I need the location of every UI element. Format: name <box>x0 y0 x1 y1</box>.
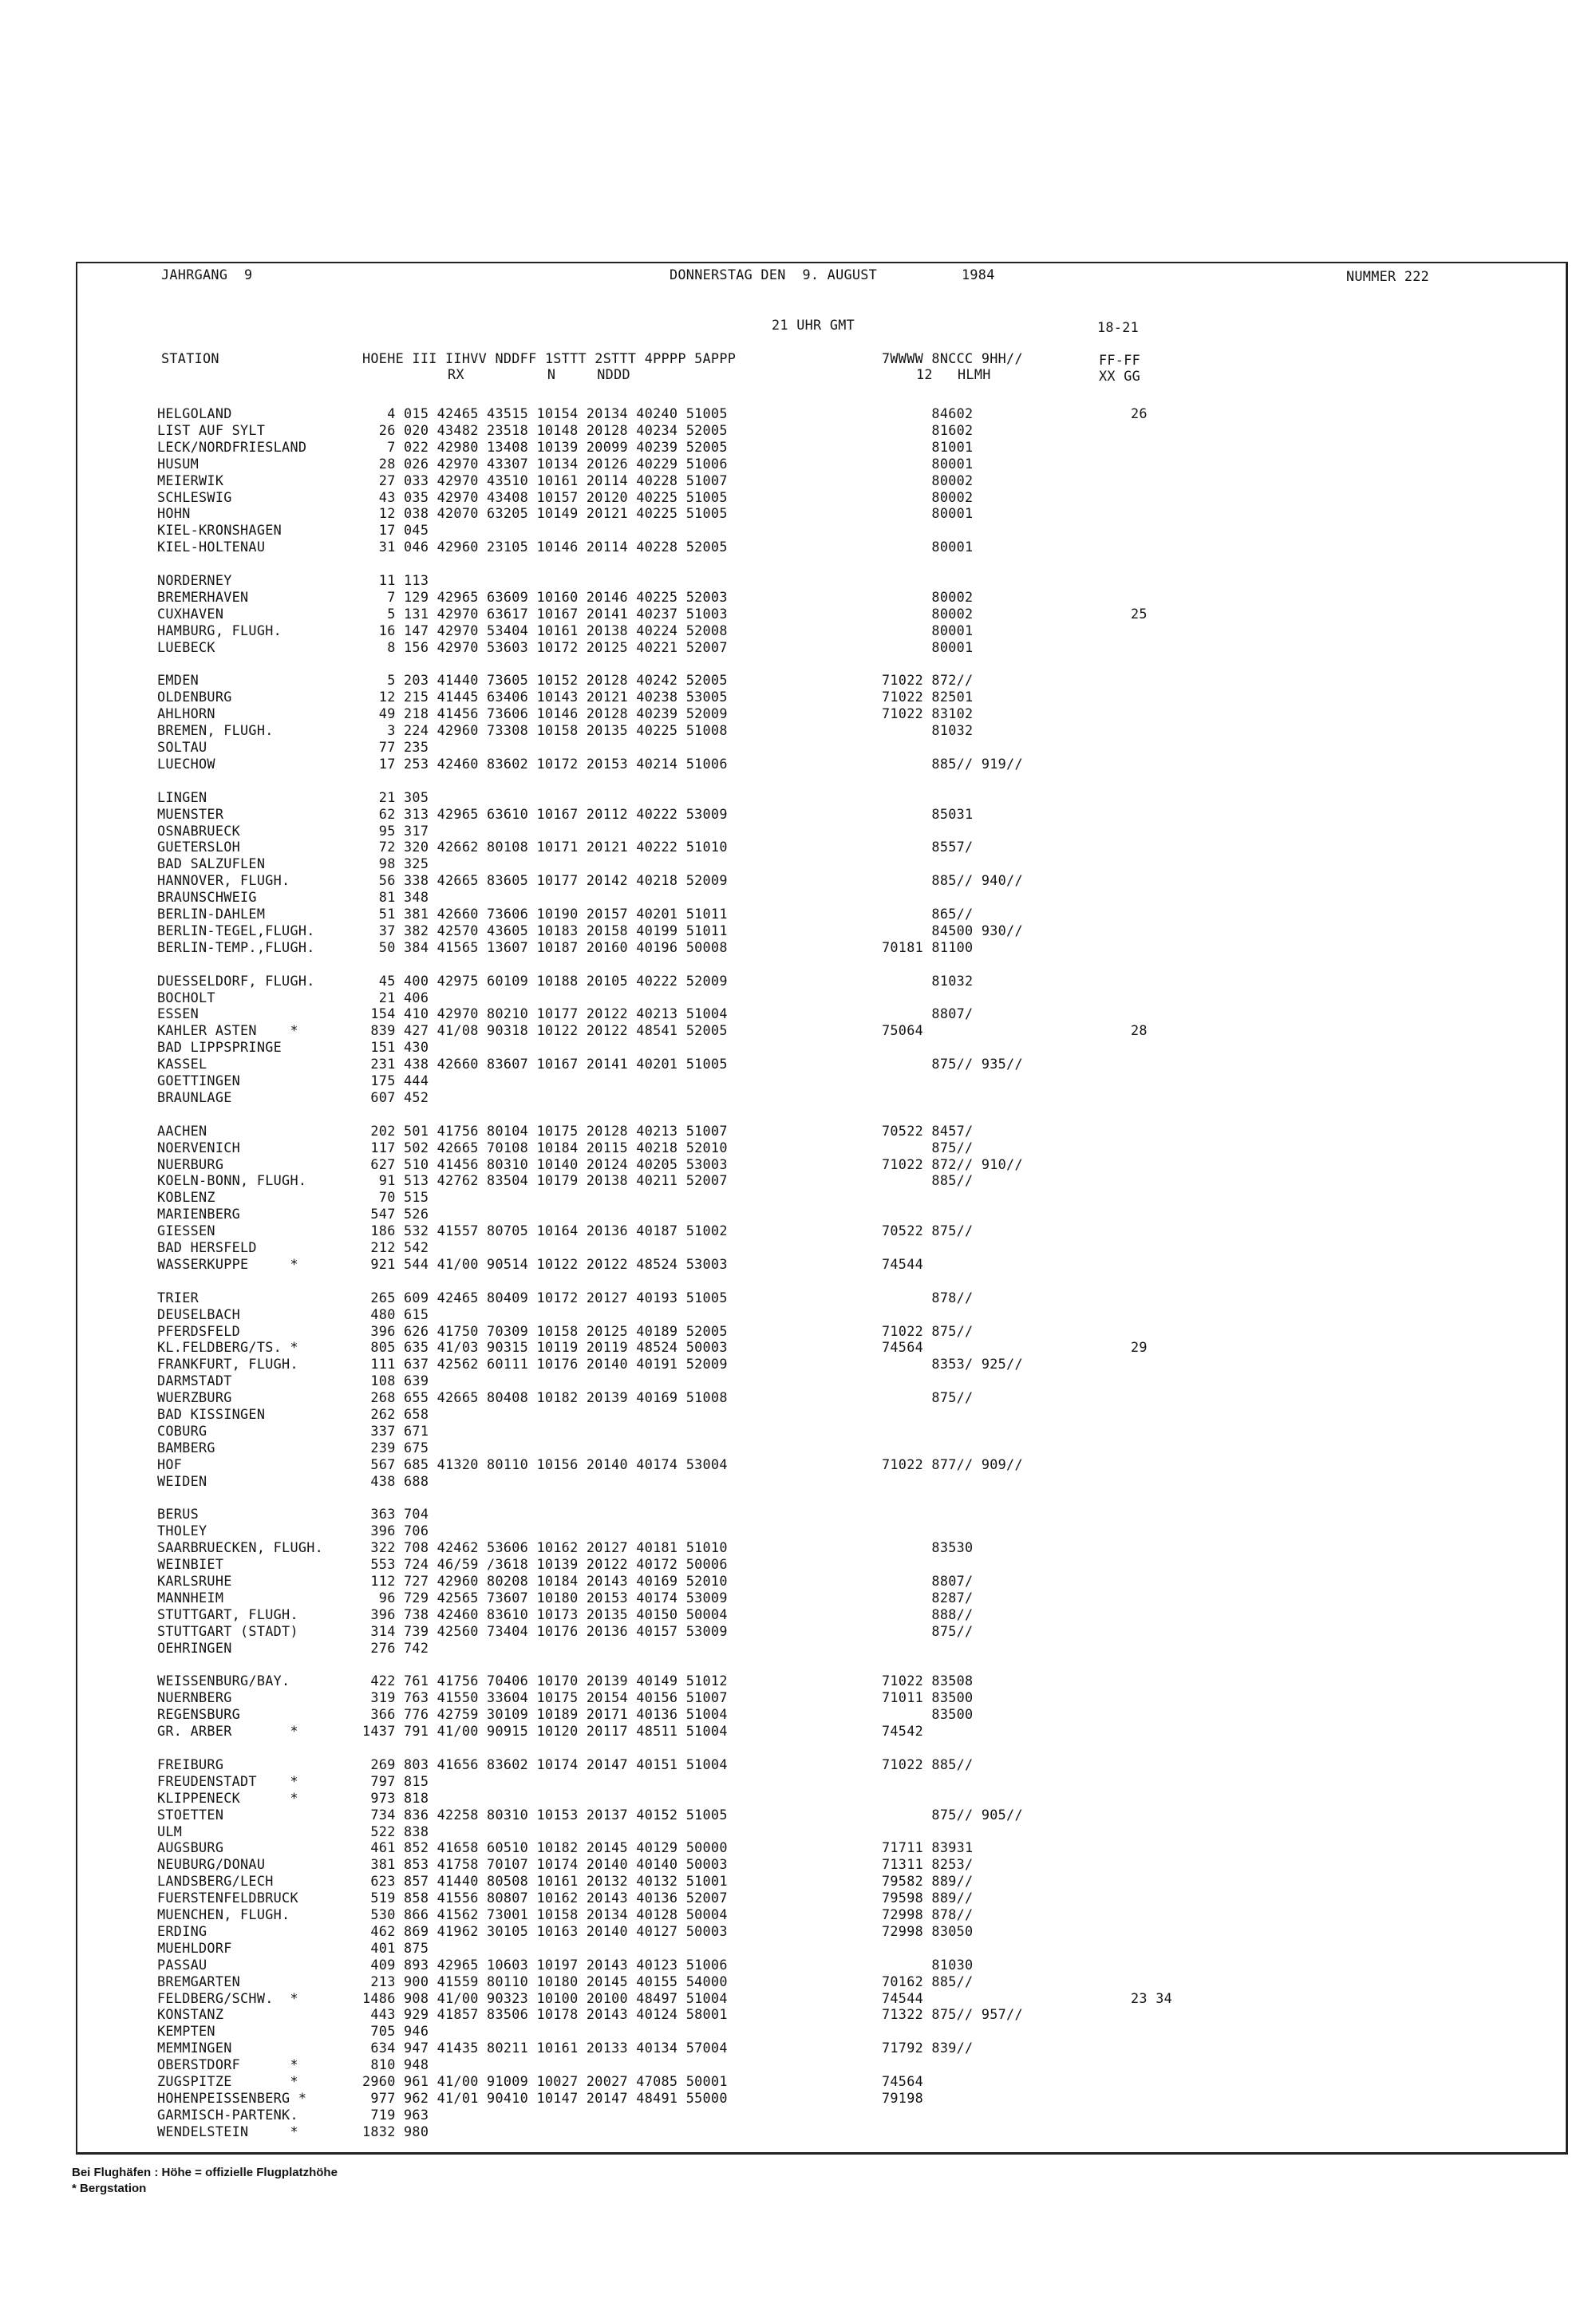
station-name: FELDBERG/SCHW. * <box>157 1989 298 2006</box>
station-synop: 71022 872// 910// <box>882 1155 1023 1172</box>
station-name: GUETERSLOH <box>157 839 241 855</box>
station-name: GR. ARBER * <box>157 1723 298 1740</box>
station-synop: 72998 878// <box>882 1906 974 1922</box>
station-synop: 8557/ <box>882 839 974 855</box>
station-synop: 885// 919// <box>882 755 1023 772</box>
station-name: HELGOLAND <box>157 405 232 421</box>
station-name: KL.FELDBERG/TS. * <box>157 1339 298 1356</box>
station-synop: 875// 905// <box>882 1806 1023 1823</box>
station-synop: 865// <box>882 906 974 922</box>
station-data: 17 045 <box>362 522 429 539</box>
station-synop: 885// <box>882 1172 974 1189</box>
station-name: BREMGARTEN <box>157 1973 241 1989</box>
mountain-station-note: * Bergstation <box>72 2182 147 2195</box>
station-name: LIST AUF SYLT <box>157 421 266 438</box>
station-name: HUSUM <box>157 455 200 472</box>
station-name: TRIER <box>157 1289 200 1306</box>
synop-column-subheaders: 12 HLMH <box>916 366 991 382</box>
station-data: 5 131 42970 63617 10167 20141 40237 51003 <box>362 605 728 622</box>
station-name: NUERBURG <box>157 1155 224 1172</box>
station-name: DUESSELDORF, FLUGH. <box>157 972 315 989</box>
station-synop: 85031 <box>882 805 974 822</box>
station-name: LANDSBERG/LECH <box>157 1873 274 1890</box>
station-name: GOETTINGEN <box>157 1072 241 1088</box>
station-name: STOETTEN <box>157 1806 224 1823</box>
station-name: EMDEN <box>157 672 200 689</box>
station-data: 363 704 <box>362 1506 429 1523</box>
station-synop: 80001 <box>882 638 974 655</box>
station-data: 396 626 41750 70309 10158 20125 40189 52005 <box>362 1322 728 1339</box>
issue-number: NUMMER 222 <box>1346 268 1430 284</box>
station-data: 95 317 <box>362 822 429 839</box>
station-name: KOBLENZ <box>157 1189 215 1206</box>
station-data: 3 224 42960 73308 10158 20135 40225 51008 <box>362 722 728 739</box>
station-data: 623 857 41440 80508 10161 20132 40132 51001 <box>362 1873 728 1890</box>
station-data: 31 046 42960 23105 10146 20114 40228 52005 <box>362 539 728 555</box>
synop-column-headers: 7WWWW 8NCCC 9HH// <box>882 350 1023 366</box>
station-name: LUECHOW <box>157 755 215 772</box>
station-data: 45 400 42975 60109 10188 20105 40222 52009 <box>362 972 728 989</box>
station-data: 443 929 41857 83506 10178 20143 40124 58001 <box>362 2006 728 2023</box>
station-name: NEUBURG/DONAU <box>157 1856 266 1873</box>
station-name: MANNHEIM <box>157 1589 224 1606</box>
observation-time: 21 UHR GMT <box>772 317 855 333</box>
station-name: HOF <box>157 1456 183 1472</box>
station-wind: 26 <box>1131 405 1148 421</box>
station-name: SOLTAU <box>157 739 207 755</box>
station-data: 461 852 41658 60510 10182 20145 40129 50000 <box>362 1839 728 1856</box>
wind-column-subheader: XX GG <box>1099 368 1141 384</box>
station-synop: 80001 <box>882 622 974 638</box>
station-data: 151 430 <box>362 1039 429 1056</box>
station-synop: 84602 <box>882 405 974 421</box>
station-name: OSNABRUECK <box>157 822 241 839</box>
station-synop: 70522 875// <box>882 1223 974 1239</box>
station-name: LINGEN <box>157 788 207 805</box>
station-synop: 878// <box>882 1289 974 1306</box>
station-data: 921 544 41/00 90514 10122 20122 48524 53003 <box>362 1255 728 1272</box>
station-data: 401 875 <box>362 1939 429 1956</box>
station-data: 438 688 <box>362 1472 429 1489</box>
station-data: 28 026 42970 43307 10134 20126 40229 51006 <box>362 455 728 472</box>
station-name: MEIERWIK <box>157 472 224 488</box>
station-synop: 79582 889// <box>882 1873 974 1890</box>
station-wind: 25 <box>1131 605 1148 622</box>
station-data: 705 946 <box>362 2023 429 2040</box>
station-name: BAD HERSFELD <box>157 1239 257 1255</box>
station-name: WUERZBURG <box>157 1389 232 1406</box>
station-data: 2960 961 41/00 91009 10027 20027 47085 50001 <box>362 2073 728 2089</box>
station-name: SAARBRUECKEN, FLUGH. <box>157 1539 324 1556</box>
station-name: GARMISCH-PARTENK. <box>157 2106 298 2123</box>
station-data: 366 776 42759 30109 10189 20171 40136 51004 <box>362 1706 728 1723</box>
station-data: 175 444 <box>362 1072 429 1088</box>
station-data: 111 637 42562 60111 10176 20140 40191 52009 <box>362 1356 728 1373</box>
station-data: 519 858 41556 80807 10162 20143 40136 52007 <box>362 1890 728 1906</box>
station-data: 154 410 42970 80210 10177 20122 40213 51004 <box>362 1005 728 1022</box>
station-data: 719 963 <box>362 2106 429 2123</box>
station-name: NUERNBERG <box>157 1689 232 1706</box>
station-data: 262 658 <box>362 1406 429 1422</box>
station-name: BERLIN-DAHLEM <box>157 906 266 922</box>
station-data: 26 020 43482 23518 10148 20128 40234 52005 <box>362 421 728 438</box>
station-synop: 80001 <box>882 455 974 472</box>
station-data: 734 836 42258 80310 10153 20137 40152 51005 <box>362 1806 728 1823</box>
station-synop: 70181 81100 <box>882 938 974 955</box>
station-name: HANNOVER, FLUGH. <box>157 872 290 889</box>
station-name: KONSTANZ <box>157 2006 224 2023</box>
station-synop: 71022 83508 <box>882 1673 974 1689</box>
station-data: 12 038 42070 63205 10149 20121 40225 51005 <box>362 505 728 522</box>
station-data: 81 348 <box>362 889 429 906</box>
station-name: BRAUNSCHWEIG <box>157 889 257 906</box>
station-data: 21 406 <box>362 989 429 1005</box>
station-synop: 8807/ <box>882 1005 974 1022</box>
station-synop: 74542 <box>882 1723 924 1740</box>
station-data: 51 381 42660 73606 10190 20157 40201 51011 <box>362 906 728 922</box>
station-name: KASSEL <box>157 1056 207 1072</box>
station-synop: 75064 <box>882 1022 924 1039</box>
station-synop: 875// <box>882 1622 974 1639</box>
station-data: 98 325 <box>362 855 429 872</box>
station-name: BREMERHAVEN <box>157 588 249 605</box>
station-data: 202 501 41756 80104 10175 20128 40213 51007 <box>362 1122 728 1139</box>
station-data: 11 113 <box>362 572 429 588</box>
station-name: BERUS <box>157 1506 200 1523</box>
station-synop: 70522 8457/ <box>882 1122 974 1139</box>
station-data: 381 853 41758 70107 10174 20140 40140 50003 <box>362 1856 728 1873</box>
year-label: 1984 <box>962 267 995 282</box>
station-data: 797 815 <box>362 1772 429 1789</box>
station-data: 522 838 <box>362 1823 429 1839</box>
station-data: 973 818 <box>362 1789 429 1806</box>
station-data: 322 708 42462 53606 10162 20127 40181 51010 <box>362 1539 728 1556</box>
data-column-subheaders: RX N NDDD <box>448 366 630 382</box>
station-name: MARIENBERG <box>157 1206 241 1223</box>
station-synop: 70162 885// <box>882 1973 974 1989</box>
station-data: 21 305 <box>362 788 429 805</box>
station-name: MUEHLDORF <box>157 1939 232 1956</box>
station-data: 231 438 42660 83607 10167 20141 40201 51005 <box>362 1056 728 1072</box>
station-synop: 71022 872// <box>882 672 974 689</box>
station-name: BAMBERG <box>157 1439 215 1456</box>
station-synop: 83530 <box>882 1539 974 1556</box>
date-label: DONNERSTAG DEN 9. AUGUST <box>670 267 878 282</box>
station-name: KAHLER ASTEN * <box>157 1022 298 1039</box>
station-column-header: STATION <box>161 350 219 366</box>
station-name: KEMPTEN <box>157 2023 215 2040</box>
station-data: 117 502 42665 70108 10184 20115 40218 52010 <box>362 1139 728 1155</box>
station-synop: 81030 <box>882 1956 974 1973</box>
station-name: BAD SALZUFLEN <box>157 855 266 872</box>
station-synop: 74564 <box>882 2073 924 2089</box>
station-name: KARLSRUHE <box>157 1573 232 1589</box>
station-name: AHLHORN <box>157 705 215 722</box>
station-data: 186 532 41557 80705 10164 20136 40187 51002 <box>362 1223 728 1239</box>
station-name: ESSEN <box>157 1005 200 1022</box>
station-name: DEUSELBACH <box>157 1306 241 1322</box>
station-data: 212 542 <box>362 1239 429 1255</box>
station-synop: 81001 <box>882 438 974 455</box>
station-name: ZUGSPITZE * <box>157 2073 298 2089</box>
station-name: MUENCHEN, FLUGH. <box>157 1906 290 1922</box>
station-data: 547 526 <box>362 1206 429 1223</box>
station-data: 314 739 42560 73404 10176 20136 40157 53009 <box>362 1622 728 1639</box>
station-name: NORDERNEY <box>157 572 232 588</box>
station-name: ULM <box>157 1823 183 1839</box>
station-name: STUTTGART, FLUGH. <box>157 1606 298 1622</box>
station-name: FRANKFURT, FLUGH. <box>157 1356 298 1373</box>
station-name: KOELN-BONN, FLUGH. <box>157 1172 307 1189</box>
station-name: KLIPPENECK * <box>157 1789 298 1806</box>
station-data: 396 706 <box>362 1523 429 1539</box>
station-name: WEIDEN <box>157 1472 207 1489</box>
footnotes <box>72 2165 338 2197</box>
station-data: 810 948 <box>362 2056 429 2073</box>
station-synop: 81032 <box>882 722 974 739</box>
station-data: 5 203 41440 73605 10152 20128 40242 52005 <box>362 672 728 689</box>
station-name: BERLIN-TEGEL,FLUGH. <box>157 922 315 938</box>
station-synop: 84500 930// <box>882 922 1023 938</box>
station-name: HOHN <box>157 505 191 522</box>
station-synop: 74564 <box>882 1339 924 1356</box>
airport-height-note: Bei Flughäfen : Höhe = offizielle Flugplatzhöhe <box>72 2166 338 2179</box>
station-data: 977 962 41/01 90410 10147 20147 48491 55000 <box>362 2089 728 2106</box>
station-name: LECK/NORDFRIESLAND <box>157 438 307 455</box>
station-data: 422 761 41756 70406 10170 20139 40149 51012 <box>362 1673 728 1689</box>
station-name: KIEL-KRONSHAGEN <box>157 522 282 539</box>
station-synop: 71011 83500 <box>882 1689 974 1706</box>
station-name: ERDING <box>157 1922 207 1939</box>
station-name: PASSAU <box>157 1956 207 1973</box>
station-data: 96 729 42565 73607 10180 20153 40174 53009 <box>362 1589 728 1606</box>
station-data: 213 900 41559 80110 10180 20145 40155 54000 <box>362 1973 728 1989</box>
station-name: STUTTGART (STADT) <box>157 1622 298 1639</box>
station-data: 72 320 42662 80108 10171 20121 40222 51010 <box>362 839 728 855</box>
station-name: FREUDENSTADT * <box>157 1772 298 1789</box>
station-name: PFERDSFELD <box>157 1322 241 1339</box>
station-name: OBERSTDORF * <box>157 2056 298 2073</box>
station-name: WASSERKUPPE * <box>157 1255 298 1272</box>
station-name: BAD LIPPSPRINGE <box>157 1039 282 1056</box>
wind-column-header: FF-FF <box>1099 352 1141 368</box>
station-data: 108 639 <box>362 1373 429 1389</box>
station-synop: 875// <box>882 1389 974 1406</box>
station-data: 91 513 42762 83504 10179 20138 40211 52007 <box>362 1172 728 1189</box>
station-name: AACHEN <box>157 1122 207 1139</box>
station-data: 627 510 41456 80310 10140 20124 40205 53003 <box>362 1155 728 1172</box>
station-synop: 8807/ <box>882 1573 974 1589</box>
station-name: OEHRINGEN <box>157 1639 232 1656</box>
station-data: 77 235 <box>362 739 429 755</box>
station-name: LUEBECK <box>157 638 215 655</box>
station-data: 1832 980 <box>362 2123 429 2139</box>
station-synop: 8353/ 925// <box>882 1356 1023 1373</box>
station-name: CUXHAVEN <box>157 605 224 622</box>
station-data: 268 655 42665 80408 10182 20139 40169 51008 <box>362 1389 728 1406</box>
station-data: 56 338 42665 83605 10177 20142 40218 52009 <box>362 872 728 889</box>
station-name: OLDENBURG <box>157 689 232 705</box>
station-data: 12 215 41445 63406 10143 20121 40238 53005 <box>362 689 728 705</box>
station-synop: 71022 83102 <box>882 705 974 722</box>
station-data: 8 156 42970 53603 10172 20125 40221 52007 <box>362 638 728 655</box>
station-name: AUGSBURG <box>157 1839 224 1856</box>
station-synop: 71022 885// <box>882 1756 974 1772</box>
station-synop: 79198 <box>882 2089 924 2106</box>
station-synop: 74544 <box>882 1255 924 1272</box>
station-synop: 71792 839// <box>882 2040 974 2056</box>
station-name: MUENSTER <box>157 805 224 822</box>
station-data: 7 022 42980 13408 10139 20099 40239 52005 <box>362 438 728 455</box>
station-synop: 81032 <box>882 972 974 989</box>
station-data: 239 675 <box>362 1439 429 1456</box>
station-name: WEISSENBURG/BAY. <box>157 1673 290 1689</box>
station-data: 7 129 42965 63609 10160 20146 40225 52003 <box>362 588 728 605</box>
station-name: HOHENPEISSENBERG * <box>157 2089 307 2106</box>
station-synop: 875// 935// <box>882 1056 1023 1072</box>
station-synop: 885// 940// <box>882 872 1023 889</box>
data-column-headers: HOEHE III IIHVV NDDFF 1STTT 2STTT 4PPPP 5APPP <box>362 350 737 366</box>
station-data: 112 727 42960 80208 10184 20143 40169 52010 <box>362 1573 728 1589</box>
hours-range: 18-21 <box>1097 319 1140 335</box>
station-data: 607 452 <box>362 1088 429 1105</box>
station-wind: 29 <box>1131 1339 1148 1356</box>
station-name: COBURG <box>157 1422 207 1439</box>
station-synop: 81602 <box>882 421 974 438</box>
jahrgang-label: JAHRGANG 9 <box>161 267 253 282</box>
station-data: 634 947 41435 80211 10161 20133 40134 57004 <box>362 2040 728 2056</box>
station-data: 276 742 <box>362 1639 429 1656</box>
station-data: 337 671 <box>362 1422 429 1439</box>
station-data: 839 427 41/08 90318 10122 20122 48541 52005 <box>362 1022 728 1039</box>
station-synop: 888// <box>882 1606 974 1622</box>
station-data: 50 384 41565 13607 10187 20160 40196 50008 <box>362 938 728 955</box>
station-data: 530 866 41562 73001 10158 20134 40128 50004 <box>362 1906 728 1922</box>
station-synop: 71022 82501 <box>882 689 974 705</box>
station-data: 4 015 42465 43515 10154 20134 40240 51005 <box>362 405 728 421</box>
station-name: FREIBURG <box>157 1756 224 1772</box>
station-synop: 71322 875// 957// <box>882 2006 1023 2023</box>
station-data: 16 147 42970 53404 10161 20138 40224 52008 <box>362 622 728 638</box>
station-name: BOCHOLT <box>157 989 215 1005</box>
station-synop: 83500 <box>882 1706 974 1723</box>
station-data: 462 869 41962 30105 10163 20140 40127 50003 <box>362 1922 728 1939</box>
station-synop: 80002 <box>882 605 974 622</box>
station-synop: 80001 <box>882 505 974 522</box>
station-data: 805 635 41/03 90315 10119 20119 48524 50003 <box>362 1339 728 1356</box>
station-synop: 8287/ <box>882 1589 974 1606</box>
station-data: 37 382 42570 43605 10183 20158 40199 51011 <box>362 922 728 938</box>
station-synop: 72998 83050 <box>882 1922 974 1939</box>
station-synop: 80001 <box>882 539 974 555</box>
station-name: THOLEY <box>157 1523 207 1539</box>
station-name: KIEL-HOLTENAU <box>157 539 266 555</box>
station-name: NOERVENICH <box>157 1139 241 1155</box>
station-synop: 80002 <box>882 588 974 605</box>
station-data: 27 033 42970 43510 10161 20114 40228 51007 <box>362 472 728 488</box>
station-synop: 875// <box>882 1139 974 1155</box>
station-name: HAMBURG, FLUGH. <box>157 622 282 638</box>
station-data: 269 803 41656 83602 10174 20147 40151 51004 <box>362 1756 728 1772</box>
station-data: 62 313 42965 63610 10167 20112 40222 53009 <box>362 805 728 822</box>
station-synop: 74544 <box>882 1989 924 2006</box>
station-data: 43 035 42970 43408 10157 20120 40225 51005 <box>362 488 728 505</box>
station-wind: 28 <box>1131 1022 1148 1039</box>
station-data: 49 218 41456 73606 10146 20128 40239 52009 <box>362 705 728 722</box>
station-synop: 80002 <box>882 488 974 505</box>
station-name: GIESSEN <box>157 1223 215 1239</box>
station-data: 319 763 41550 33604 10175 20154 40156 51007 <box>362 1689 728 1706</box>
station-data: 70 515 <box>362 1189 429 1206</box>
station-name: BAD KISSINGEN <box>157 1406 266 1422</box>
station-synop: 71711 83931 <box>882 1839 974 1856</box>
station-name: SCHLESWIG <box>157 488 232 505</box>
station-synop: 71022 877// 909// <box>882 1456 1023 1472</box>
report-frame <box>76 262 1568 2155</box>
station-data: 17 253 42460 83602 10172 20153 40214 51006 <box>362 755 728 772</box>
station-data: 396 738 42460 83610 10173 20135 40150 50004 <box>362 1606 728 1622</box>
station-synop: 79598 889// <box>882 1890 974 1906</box>
station-synop: 80002 <box>882 472 974 488</box>
station-name: WEINBIET <box>157 1556 224 1573</box>
station-name: BRAUNLAGE <box>157 1088 232 1105</box>
station-name: MEMMINGEN <box>157 2040 232 2056</box>
station-data: 409 893 42965 10603 10197 20143 40123 51006 <box>362 1956 728 1973</box>
station-name: BERLIN-TEMP.,FLUGH. <box>157 938 315 955</box>
station-data: 553 724 46/59 /3618 10139 20122 40172 50006 <box>362 1556 728 1573</box>
station-data: 1486 908 41/00 90323 10100 20100 48497 51004 <box>362 1989 728 2006</box>
station-data: 567 685 41320 80110 10156 20140 40174 53004 <box>362 1456 728 1472</box>
station-data: 265 609 42465 80409 10172 20127 40193 51005 <box>362 1289 728 1306</box>
station-data: 1437 791 41/00 90915 10120 20117 48511 51004 <box>362 1723 728 1740</box>
station-name: DARMSTADT <box>157 1373 232 1389</box>
station-wind: 23 34 <box>1131 1989 1173 2006</box>
station-synop: 71311 8253/ <box>882 1856 974 1873</box>
station-name: REGENSBURG <box>157 1706 241 1723</box>
station-name: BREMEN, FLUGH. <box>157 722 274 739</box>
station-data: 480 615 <box>362 1306 429 1322</box>
station-name: WENDELSTEIN * <box>157 2123 298 2139</box>
station-name: FUERSTENFELDBRUCK <box>157 1890 298 1906</box>
station-synop: 71022 875// <box>882 1322 974 1339</box>
